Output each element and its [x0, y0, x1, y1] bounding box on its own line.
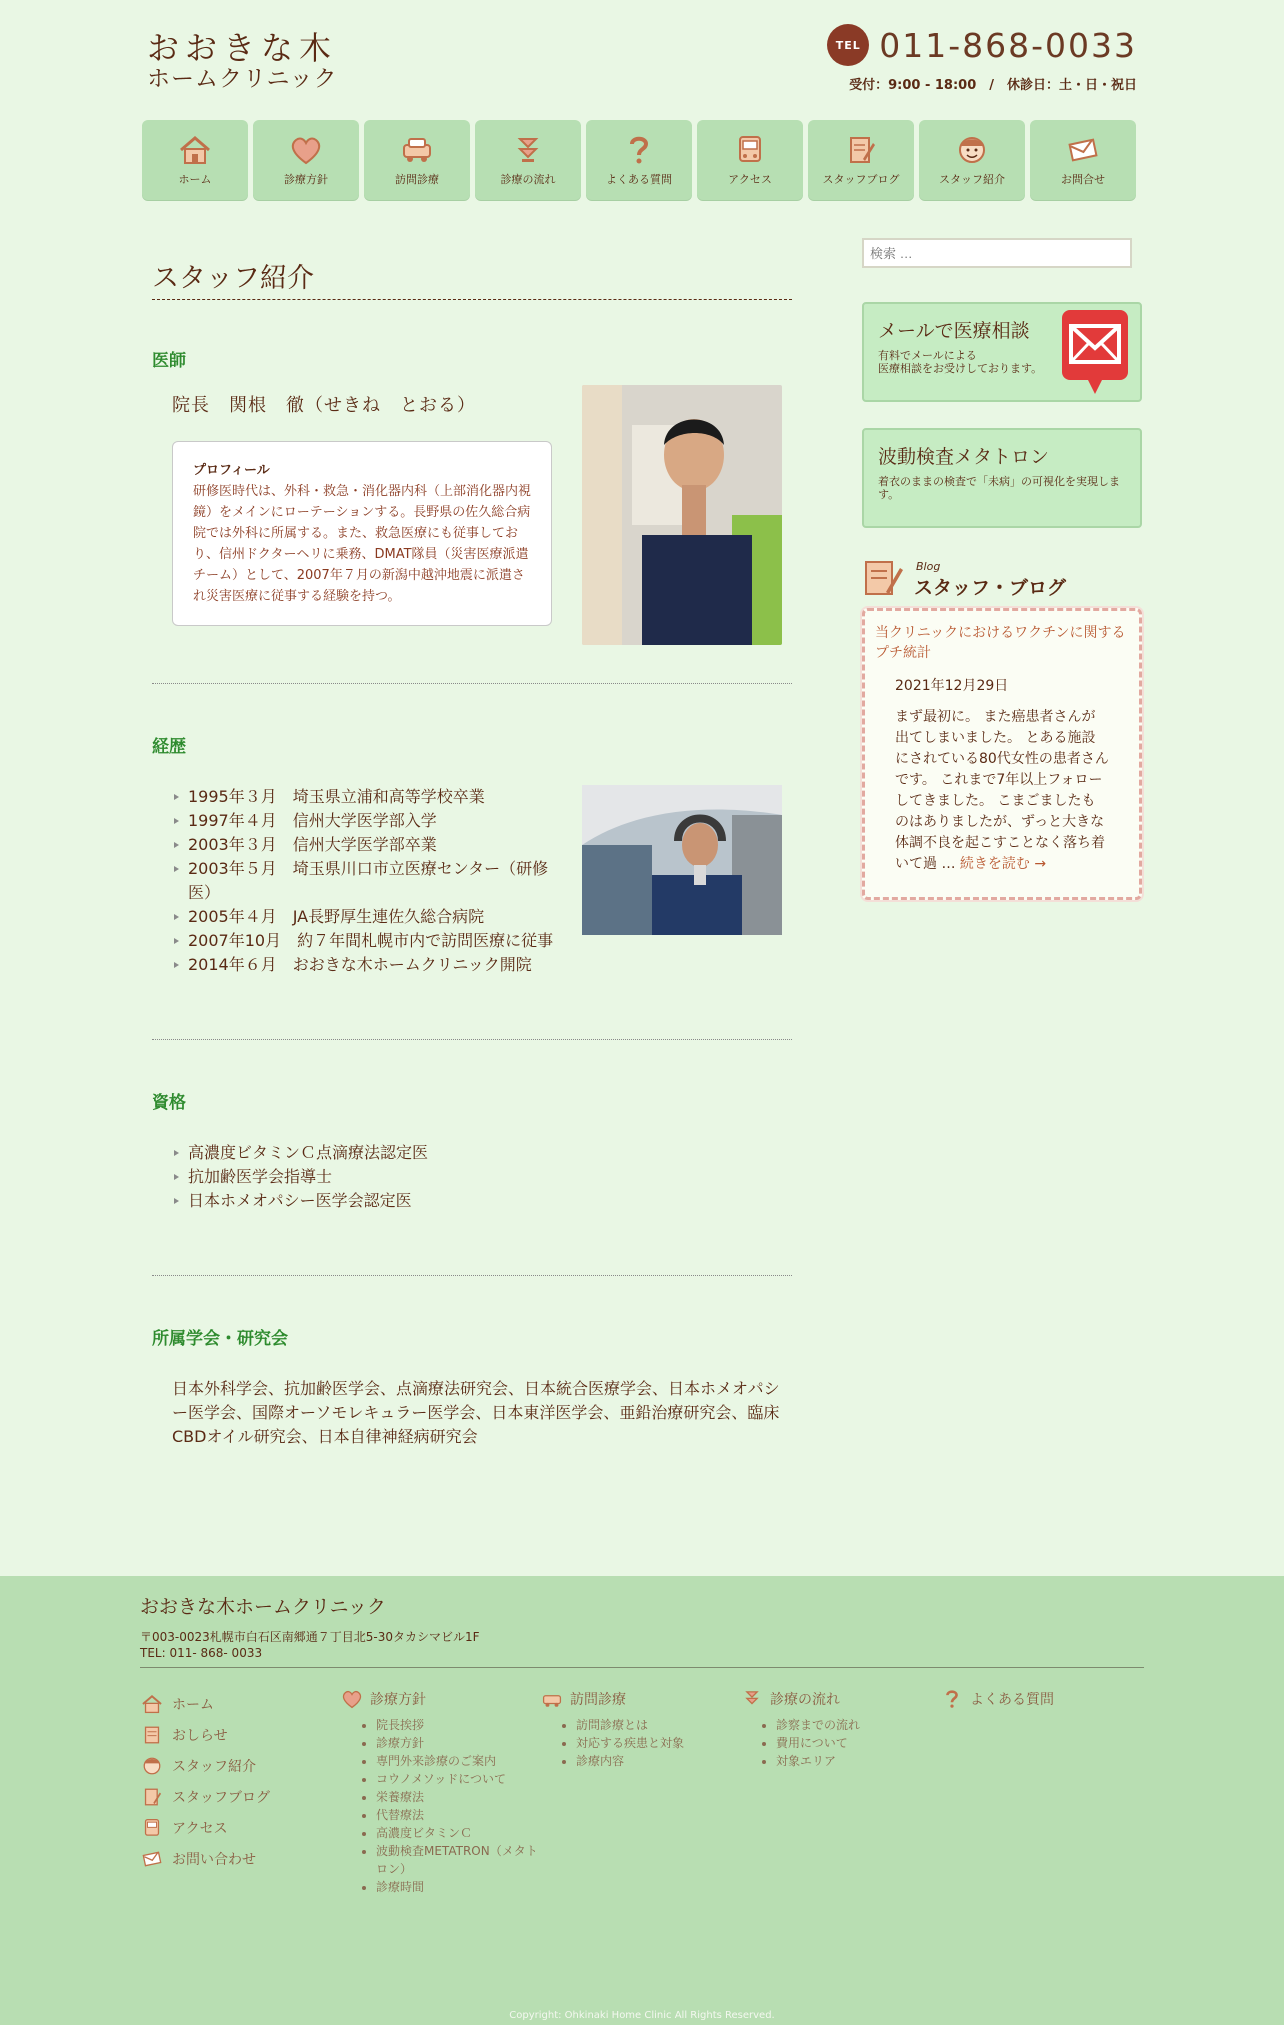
tel-badge: TEL [827, 24, 869, 66]
blog-header [862, 556, 1142, 600]
footer-link-news[interactable] [140, 1719, 340, 1750]
list-item: 日本ホメオパシー医学会認定医 [174, 1189, 790, 1213]
blog-small-label: Blog [916, 560, 941, 573]
footer-sublink[interactable]: • 専門外来診療のご案内 [376, 1752, 540, 1770]
footer-sublink[interactable]: • 診療時間 [376, 1878, 540, 1896]
nav-blog[interactable] [808, 120, 914, 200]
footer-tel: TEL: 011- 868- 0033 [140, 1646, 263, 1660]
footer-sublink[interactable]: • 費用について [776, 1734, 940, 1752]
footer-col-title[interactable] [540, 1688, 740, 1710]
footer-sublink[interactable]: • コウノメソッドについて [376, 1770, 540, 1788]
nav-access[interactable] [697, 120, 803, 200]
doctor-name: 院長 関根 徹（せきね とおる） [172, 395, 476, 416]
footer-link-blog[interactable] [140, 1781, 340, 1812]
nav-label: ホーム [178, 173, 212, 186]
footer-col-policy [340, 1688, 540, 1896]
site-footer [0, 1576, 1284, 2025]
footer-menu [140, 1688, 340, 1896]
nav-faq[interactable] [586, 120, 692, 200]
car-icon [540, 1688, 564, 1710]
promo-title: 波動検査メタトロン [878, 446, 1050, 468]
nav-label: 診療の流れ [500, 173, 556, 186]
heart-icon [340, 1688, 364, 1710]
face-icon [954, 133, 990, 167]
question-icon [940, 1688, 964, 1710]
nav-label: スタッフ紹介 [939, 173, 1005, 186]
footer-sublist [540, 1716, 740, 1770]
footer-col-title-label: 診療の流れ [770, 1692, 840, 1708]
promo-title: メールで医療相談 [878, 320, 1030, 342]
footer-link-label: おしらせ [172, 1727, 228, 1744]
qualification-list [152, 1141, 790, 1213]
nav-staff[interactable] [919, 120, 1025, 200]
footer-link-label: お問い合わせ [172, 1851, 256, 1868]
divider [152, 1039, 792, 1040]
footer-rule [140, 1667, 1144, 1668]
promo-sub: 着衣のままの検査で「未病」の可視化を実現します。 [878, 475, 1120, 501]
profile-text: 研修医時代は、外科・救急・消化器内科（上部消化器内視鏡）をメインにローテーションする。長野県の佐久総合病院では外科に所属する。また、救急医療にも従事しており、信州ドクターヘリに乗務、DMAT隊員（災害医療派遣チーム）として、2007年７月の新潟中越沖地震に派遣され災害医療に従事する経験を持つ。 [193, 484, 532, 604]
house-icon [177, 133, 213, 167]
envelope-icon [140, 1848, 164, 1870]
footer-sublink[interactable]: • 訪問診療とは [576, 1716, 740, 1734]
post-excerpt [875, 707, 1129, 875]
footer-sublink[interactable]: • 代替療法 [376, 1806, 540, 1824]
footer-col-faq [940, 1688, 1140, 1896]
footer-link-access[interactable] [140, 1812, 340, 1843]
nav-home-visit[interactable] [364, 120, 470, 200]
nav-label: お問合せ [1061, 173, 1105, 186]
footer-link-label: スタッフブログ [172, 1789, 270, 1806]
footer-col-title-label: 診療方針 [370, 1692, 426, 1708]
mail-consult-banner[interactable] [862, 302, 1142, 402]
nav-label: アクセス [728, 173, 772, 186]
divider [152, 683, 792, 684]
question-icon [621, 133, 657, 167]
footer-clinic-name: おおきな木ホームクリニック [140, 1596, 386, 1618]
list-item: 2003年５月 埼玉県川口市立医療センター（研修医） [174, 857, 554, 905]
logo-line1: おおきな木 [147, 29, 338, 67]
footer-link-contact[interactable] [140, 1843, 340, 1874]
nav-label: 訪問診療 [395, 173, 439, 186]
house-icon [140, 1693, 164, 1715]
footer-link-home[interactable] [140, 1688, 340, 1719]
bus-icon [732, 133, 768, 167]
heart-icon [288, 133, 324, 167]
footer-sublink[interactable]: • 診療方針 [376, 1734, 540, 1752]
main-nav [142, 120, 1142, 200]
footer-sublink[interactable]: • 栄養療法 [376, 1788, 540, 1806]
footer-link-staff[interactable] [140, 1750, 340, 1781]
footer-link-label: スタッフ紹介 [172, 1758, 256, 1775]
profile-heading: プロフィール [193, 463, 270, 478]
post-title-link[interactable]: 当クリニックにおけるワクチンに関するプチ統計 [875, 625, 1126, 661]
arrow-down-icon [510, 133, 546, 167]
envelope-icon [1065, 133, 1101, 167]
history-list [152, 785, 554, 977]
list-item: 高濃度ビタミンＣ点滴療法認定医 [174, 1141, 790, 1165]
history-heading: 経歴 [152, 737, 186, 757]
promo-sub-line: 有料でメールによる [878, 349, 977, 362]
footer-col-title-label: 訪問診療 [570, 1692, 626, 1708]
nav-flow[interactable] [475, 120, 581, 200]
profile-box [172, 441, 552, 626]
notepad-icon [843, 133, 879, 167]
list-item: 2003年３月 信州大学医学部卒業 [174, 833, 554, 857]
notepad-icon [140, 1786, 164, 1808]
doctor-heading: 医師 [152, 351, 186, 371]
logo-line2: ホームクリニック [147, 66, 338, 92]
list-item: 1997年４月 信州大学医学部入学 [174, 809, 554, 833]
site-header [142, 0, 1142, 120]
nav-home[interactable] [142, 120, 248, 200]
nav-label: スタッフブログ [822, 173, 900, 186]
footer-col-title[interactable] [340, 1688, 540, 1710]
post-excerpt-text: まず最初に。 また癌患者さんが出てしまいました。 とある施設にされている80代女性の患者さんです。 これまで7年以上フォローしてきました。 こまごましたものはありましたが、ずっと大きな体調不良を起こすことなく落ち着いて過 … [895, 709, 1109, 872]
nav-label: よくある質問 [606, 173, 672, 186]
mail-icon [1062, 310, 1128, 396]
divider [152, 1275, 792, 1276]
search-input[interactable] [862, 238, 1132, 268]
bus-icon [140, 1817, 164, 1839]
list-item: 2007年10月 約７年間札幌市内で訪問医療に従事 [174, 929, 554, 953]
list-item: 1995年３月 埼玉県立浦和高等学校卒業 [174, 785, 554, 809]
copyright: Copyright: Ohkinaki Home Clinic All Rights Reserved. [509, 2010, 775, 2021]
footer-address: 〒003-0023札幌市白石区南郷通７丁目北5-30タカシマビル1F [140, 1630, 480, 1644]
footer-col-visit [540, 1688, 740, 1896]
list-item: 2014年６月 おおきな木ホームクリニック開院 [174, 953, 554, 977]
list-item: 抗加齢医学会指導士 [174, 1165, 790, 1189]
footer-sublink[interactable]: • 高濃度ビタミンＣ [376, 1824, 540, 1842]
footer-sublink[interactable]: • 院長挨拶 [376, 1716, 540, 1734]
nav-policy[interactable] [253, 120, 359, 200]
list-item: 2005年４月 JA長野厚生連佐久総合病院 [174, 905, 554, 929]
arrow-down-icon [740, 1688, 764, 1710]
footer-address-block [140, 1629, 1144, 1661]
tel-block [827, 24, 1137, 93]
post-date: 2021年12月29日 [895, 678, 1009, 694]
footer-col-flow [740, 1688, 940, 1896]
footer-sublist [740, 1716, 940, 1770]
footer-sublink[interactable]: • 対象エリア [776, 1752, 940, 1770]
main-content [142, 236, 790, 1449]
association-text: 日本外科学会、抗加齢医学会、点滴療法研究会、日本統合医療学会、日本ホメオパシー医学会、国際オーソモレキュラー医学会、日本東洋医学会、亜鉛治療研究会、臨床CBDオイル研究会、日本自律神経病研究会 [172, 1379, 780, 1446]
association-heading: 所属学会・研究会 [152, 1329, 288, 1349]
car-icon [399, 133, 435, 167]
notice-icon [140, 1724, 164, 1746]
promo-sub-line: 医療相談をお受けしております。 [878, 362, 1043, 375]
footer-link-label: ホーム [172, 1696, 214, 1713]
blog-post-card [862, 608, 1142, 900]
site-logo[interactable] [147, 30, 338, 92]
helicopter-photo [582, 785, 782, 935]
clinic-hours: 受付：9:00 - 18:00 / 休診日：土・日・祝日 [849, 78, 1137, 93]
footer-sublink[interactable]: • 診療内容 [576, 1752, 740, 1770]
blog-title: スタッフ・ブログ [914, 577, 1067, 599]
nav-label: 診療方針 [284, 173, 328, 186]
qualification-heading: 資格 [152, 1093, 186, 1113]
footer-col-title[interactable] [940, 1688, 1140, 1710]
footer-link-label: アクセス [172, 1820, 228, 1837]
nav-contact[interactable] [1030, 120, 1136, 200]
footer-sublink[interactable]: • 波動検査METATRON（メタトロン） [376, 1842, 540, 1878]
read-more-link[interactable]: 続きを読む → [959, 856, 1047, 872]
footer-sublist [340, 1716, 540, 1896]
footer-col-title-label: よくある質問 [970, 1692, 1054, 1708]
notepad-icon [862, 556, 906, 600]
face-icon [140, 1755, 164, 1777]
tel-number[interactable]: 011-868-0033 [879, 25, 1137, 65]
metatron-banner[interactable] [862, 428, 1142, 528]
footer-col-title[interactable] [740, 1688, 940, 1710]
footer-sublink[interactable]: • 対応する疾患と対象 [576, 1734, 740, 1752]
page-title: スタッフ紹介 [152, 256, 792, 300]
footer-sublink[interactable]: • 診察までの流れ [776, 1716, 940, 1734]
doctor-photo [582, 385, 782, 645]
sidebar [862, 236, 1142, 1449]
